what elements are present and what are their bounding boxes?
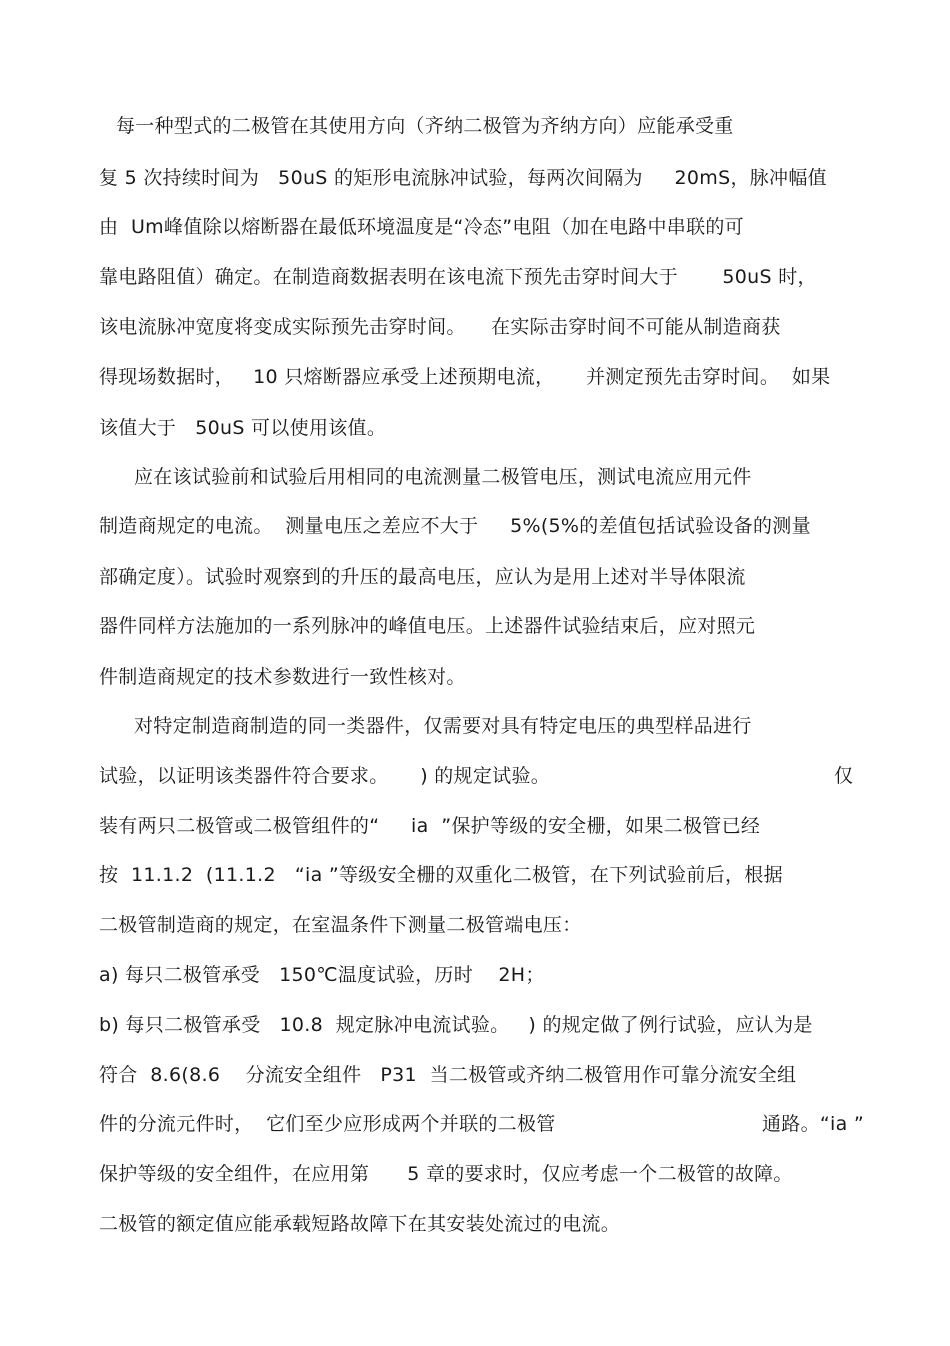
text-line: 符合 8.6(8.6 分流安全组件 P31 当二极管或齐纳二极管用作可靠分流安全组 — [99, 1064, 797, 1086]
text-line: b) 每只二极管承受 10.8 规定脉冲电流试验。 ) 的规定做了例行试验，应认为是 — [99, 1014, 813, 1036]
text-line: a) 每只二极管承受 150℃温度试验，历时 2H； — [99, 964, 545, 986]
text-line: 装有两只二极管或二极管组件的“ ia ”保护等级的安全栅，如果二极管已经 — [99, 815, 761, 837]
text-line: 该值大于 50uS 可以使用该值。 — [99, 417, 387, 439]
text-line: 通路。“ia ” — [762, 1113, 865, 1135]
text-line: 件制造商规定的技术参数进行一致性核对。 — [99, 666, 466, 688]
text-line: 二极管制造商的规定，在室温条件下测量二极管端电压： — [99, 914, 582, 936]
text-line: 每一种型式的二极管在其使用方向（齐纳二极管为齐纳方向）应能承受重 — [116, 115, 734, 137]
text-line: 制造商规定的电流。 测量电压之差应不大于 5%(5%的差值包括试验设备的测量 — [99, 515, 811, 537]
text-line: 二极管的额定值应能承载短路故障下在其安装处流过的电流。 — [99, 1213, 621, 1235]
text-line: 件的分流元件时， 它们至少应形成两个并联的二极管 — [99, 1113, 556, 1135]
text-line: 应在该试验前和试验后用相同的电流测量二极管电压，测试电流应用元件 — [134, 466, 752, 488]
text-line: 由 Um峰值除以熔断器在最低环境温度是“冷态”电阻（加在电路中串联的可 — [99, 216, 744, 238]
text-line: 复 5 次持续时间为 50uS 的矩形电流脉冲试验，每两次间隔为 20mS，脉冲幅值 — [99, 167, 827, 189]
text-line: 靠电路阻值）确定。在制造商数据表明在该电流下预先击穿时间大于 50uS 时， — [99, 266, 817, 288]
text-line: 该电流脉冲宽度将变成实际预先击穿时间。 在实际击穿时间不可能从制造商获 — [99, 316, 781, 338]
text-line: 得现场数据时， 10 只熔断器应承受上述预期电流， 并测定预先击穿时间。 如果 — [99, 366, 831, 388]
text-line: 试验，以证明该类器件符合要求。 ) 的规定试验。 — [99, 765, 551, 787]
text-line: 仅 — [834, 765, 854, 787]
text-line: 部确定度）。试验时观察到的升压的最高电压，应认为是用上述对半导体限流 — [99, 566, 746, 588]
text-line: 保护等级的安全组件，在应用第 5 章的要求时，仅应考虑一个二极管的故障。 — [99, 1163, 793, 1185]
text-line: 器件同样方法施加的一系列脉冲的峰值电压。上述器件试验结束后，应对照元 — [99, 615, 756, 637]
text-line: 按 11.1.2 (11.1.2 “ia ”等级安全栅的双重化二极管，在下列试验前后，根据 — [99, 864, 783, 886]
text-line: 对特定制造商制造的同一类器件，仅需要对具有特定电压的典型样品进行 — [134, 715, 752, 737]
